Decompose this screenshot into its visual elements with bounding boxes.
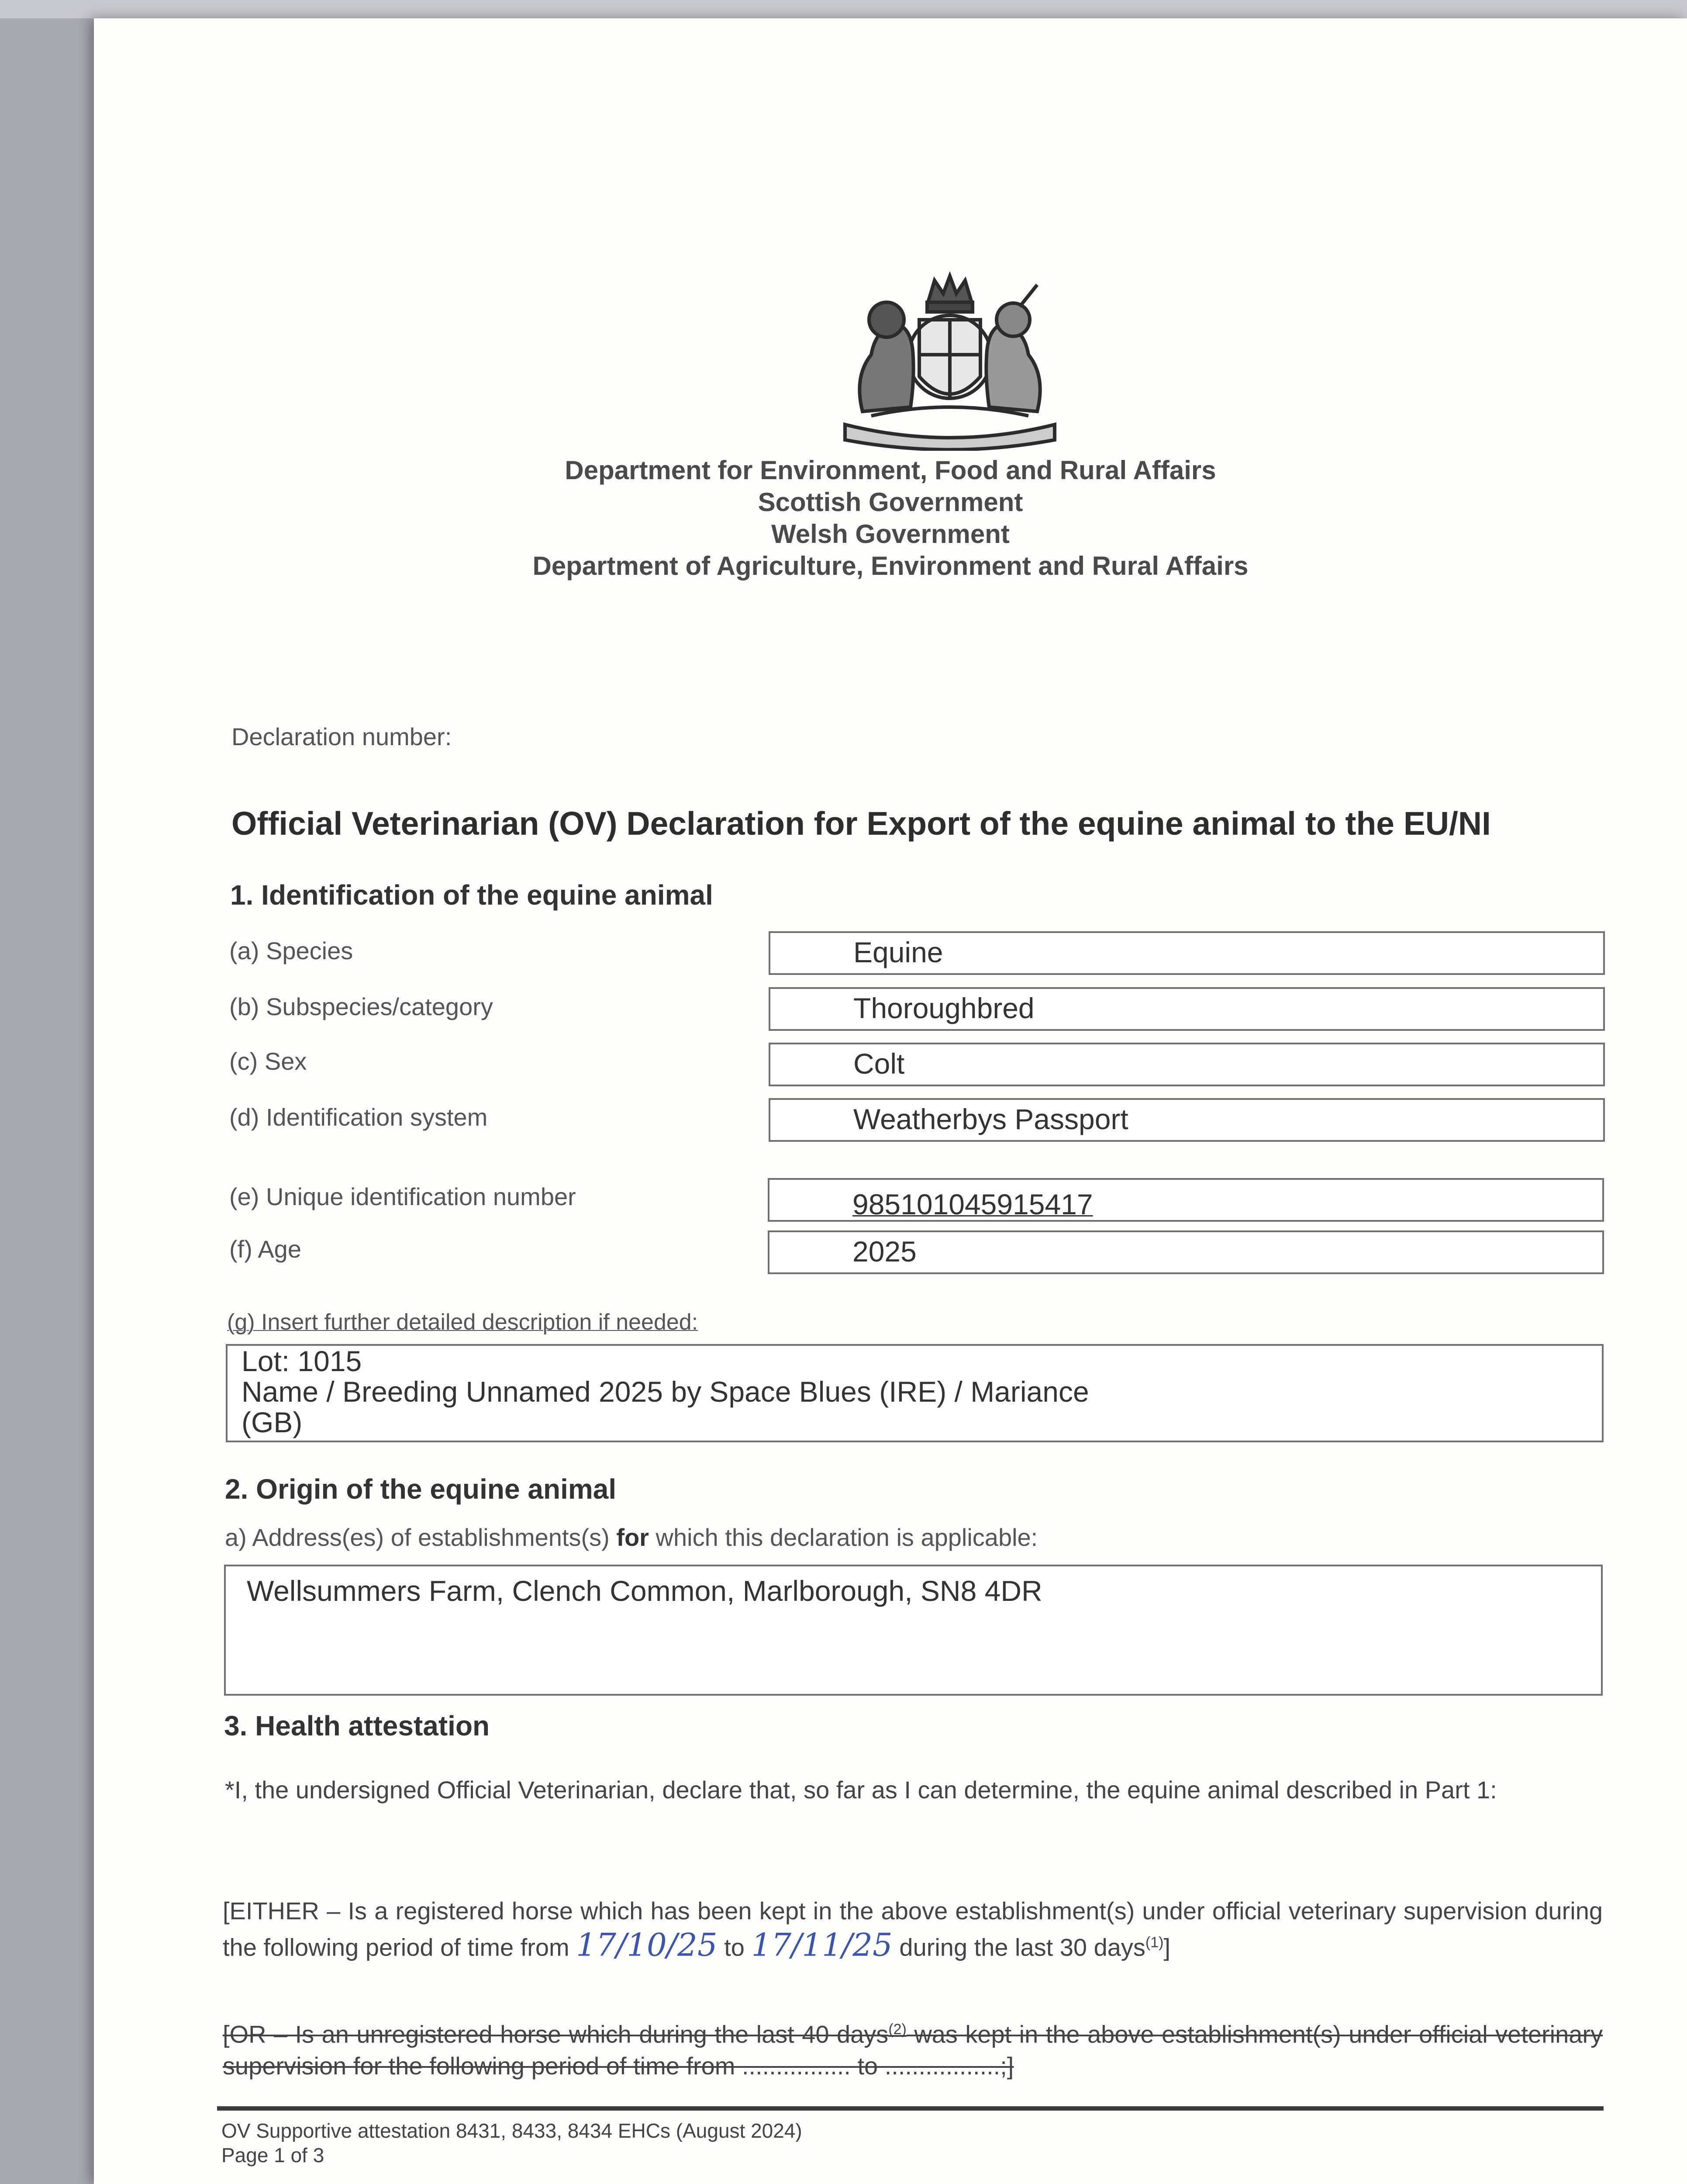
sex-label: (c) Sex <box>229 1047 307 1075</box>
date-from-handwritten[interactable]: 17/10/25 <box>576 1926 718 1963</box>
section2-heading: 2. Origin of the equine animal <box>225 1473 617 1505</box>
either-to-word: to <box>724 1933 745 1961</box>
either-footnote-ref: (1) <box>1145 1934 1164 1951</box>
health-attestation-intro: *I, the undersigned Official Veterinarian, declare that, so far as I can determine, the equine animal described in Part 1: <box>225 1776 1497 1804</box>
subspecies-label: (b) Subspecies/category <box>229 993 493 1020</box>
either-clause-text: [EITHER – Is a registered horse which has been kept in the above establishment(s) under official veterinary supervision during the following period of time from <box>223 1897 1603 1961</box>
address-label-pre: a) Address(es) of establishments(s) <box>225 1524 617 1551</box>
section3-heading: 3. Health attestation <box>224 1710 490 1742</box>
species-label: (a) Species <box>229 937 353 964</box>
or-clause-text-1: [OR – Is an unregistered horse which during the last 40 days <box>223 2020 889 2048</box>
footer-rule <box>217 2106 1604 2111</box>
document-title: Official Veterinarian (OV) Declaration for Export of the equine animal to the EU/NI <box>231 805 1491 842</box>
department-welsh-government: Welsh Government <box>771 519 1010 549</box>
declaration-number-label: Declaration number: <box>231 723 452 750</box>
royal-coat-of-arms-icon <box>810 267 1090 451</box>
unique-id-label: (e) Unique identification number <box>229 1183 576 1210</box>
date-to-handwritten[interactable]: 17/11/25 <box>751 1926 893 1963</box>
identification-system-label: (d) Identification system <box>229 1103 488 1131</box>
address-value: Wellsummers Farm, Clench Common, Marlborough, SN8 4DR <box>247 1575 1042 1607</box>
unique-id-field[interactable] <box>768 1178 1604 1222</box>
unique-id-value: 985101045915417 <box>852 1188 1093 1220</box>
document-page <box>94 18 1687 2184</box>
or-footnote-ref: (2) <box>888 2021 907 2038</box>
scan-top-edge <box>0 0 1687 18</box>
department-defra: Department for Environment, Food and Rural Affairs <box>565 456 1216 485</box>
department-daera: Department of Agriculture, Environment and Rural Affairs <box>532 551 1249 581</box>
footer-attestation: OV Supportive attestation 8431, 8433, 8434 EHCs (August 2024) <box>221 2119 802 2142</box>
or-clause-text-2: was kept in the above establishment(s) under official veterinary supervision for the following period of time from ................ to .................;] <box>223 2020 1603 2080</box>
description-line-lot: Lot: 1015 <box>241 1345 362 1377</box>
age-label: (f) Age <box>229 1235 301 1263</box>
age-field[interactable]: 2025 <box>768 1230 1604 1274</box>
address-label-post: which this declaration is applicable: <box>649 1524 1038 1551</box>
subspecies-field[interactable]: Thoroughbred <box>769 987 1605 1031</box>
description-field[interactable] <box>226 1344 1604 1442</box>
section1-heading: 1. Identification of the equine animal <box>230 879 713 911</box>
description-line-suffix: (GB) <box>241 1406 303 1438</box>
or-clause-struck <box>223 2014 1603 2082</box>
address-field[interactable] <box>224 1565 1603 1696</box>
species-field[interactable]: Equine <box>769 931 1605 975</box>
sex-field[interactable]: Colt <box>769 1043 1605 1086</box>
description-label: (g) Insert further detailed description if needed: <box>227 1310 698 1335</box>
address-label-bold: for <box>616 1524 649 1551</box>
description-line-name: Name / Breeding Unnamed 2025 by Space Blues (IRE) / Mariance <box>241 1375 1089 1408</box>
department-scottish-government: Scottish Government <box>758 487 1023 517</box>
either-clause <box>223 1895 1603 1963</box>
either-clause-tail: during the last 30 days <box>899 1933 1145 1961</box>
identification-system-field[interactable]: Weatherbys Passport <box>769 1098 1605 1142</box>
either-close-bracket: ] <box>1163 1933 1171 1961</box>
footer-page-number: Page 1 of 3 <box>221 2144 324 2167</box>
address-label <box>225 1523 1038 1552</box>
